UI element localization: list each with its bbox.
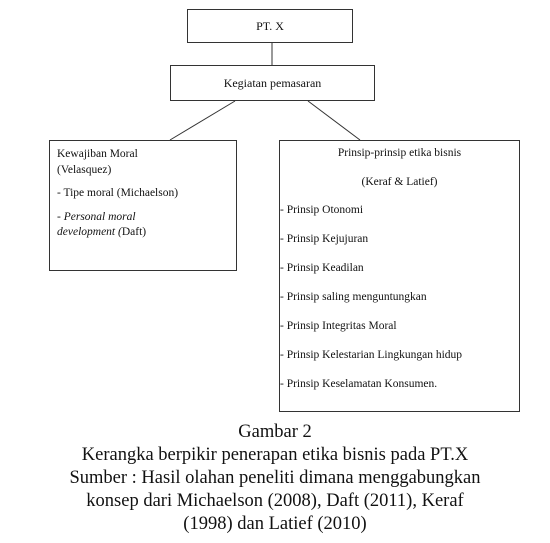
kewajiban-item-tipe-moral: - Tipe moral (Michaelson)	[57, 187, 179, 199]
kewajiban-item-personal-moral-line1	[57, 210, 236, 226]
figure-source-line3: (1998) dan Latief (2010)	[183, 514, 367, 534]
connector-kegiatan-to-prinsip	[308, 101, 360, 140]
prinsip-subtitle: (Keraf & Latief)	[361, 176, 438, 188]
kewajiban-item-personal-moral: Personal moral	[63, 210, 136, 223]
figure-source-line2: konsep dari Michaelson (2008), Daft (2011), Keraf	[86, 491, 464, 511]
figure-number: Gambar 2	[238, 422, 312, 442]
prinsip-item-keadilan: - Prinsip Keadilan	[280, 262, 364, 274]
kewajiban-item-daft: Daft)	[121, 226, 147, 238]
figure-title: Kerangka berpikir penerapan etika bisnis pada PT.X	[81, 445, 469, 465]
kewajiban-title: Kewajiban Moral	[57, 148, 138, 160]
prinsip-item-otonomi: - Prinsip Otonomi	[280, 204, 364, 216]
prinsip-item-saling-menguntungkan: - Prinsip saling menguntungkan	[280, 291, 427, 303]
kewajiban-item-development: development (	[57, 226, 122, 238]
kewajiban-subtitle: (Velasquez)	[57, 163, 112, 176]
prinsip-title: Prinsip-prinsip etika bisnis	[337, 147, 462, 159]
kegiatan-pemasaran-label: Kegiatan pemasaran	[223, 75, 322, 90]
prinsip-item-integritas-moral: - Prinsip Integritas Moral	[280, 320, 397, 332]
prinsip-item-keselamatan-konsumen: - Prinsip Keselamatan Konsumen.	[280, 378, 438, 390]
prinsip-etika-bisnis-box	[279, 140, 520, 412]
kewajiban-item-dash: -	[57, 210, 64, 223]
figure-source-line1: Sumber : Hasil olahan peneliti dimana menggabungkan	[69, 468, 481, 488]
connector-kegiatan-to-kewajiban	[170, 101, 235, 140]
ptx-box	[187, 9, 353, 43]
prinsip-item-kejujuran: - Prinsip Kejujuran	[280, 233, 369, 245]
kewajiban-item-personal-moral-line2	[57, 225, 236, 241]
kegiatan-pemasaran-box	[170, 65, 375, 101]
ptx-label: PT. X	[256, 18, 284, 33]
prinsip-item-kelestarian-lingkungan: - Prinsip Kelestarian Lingkungan hidup	[280, 349, 463, 361]
kewajiban-moral-box	[49, 140, 237, 271]
